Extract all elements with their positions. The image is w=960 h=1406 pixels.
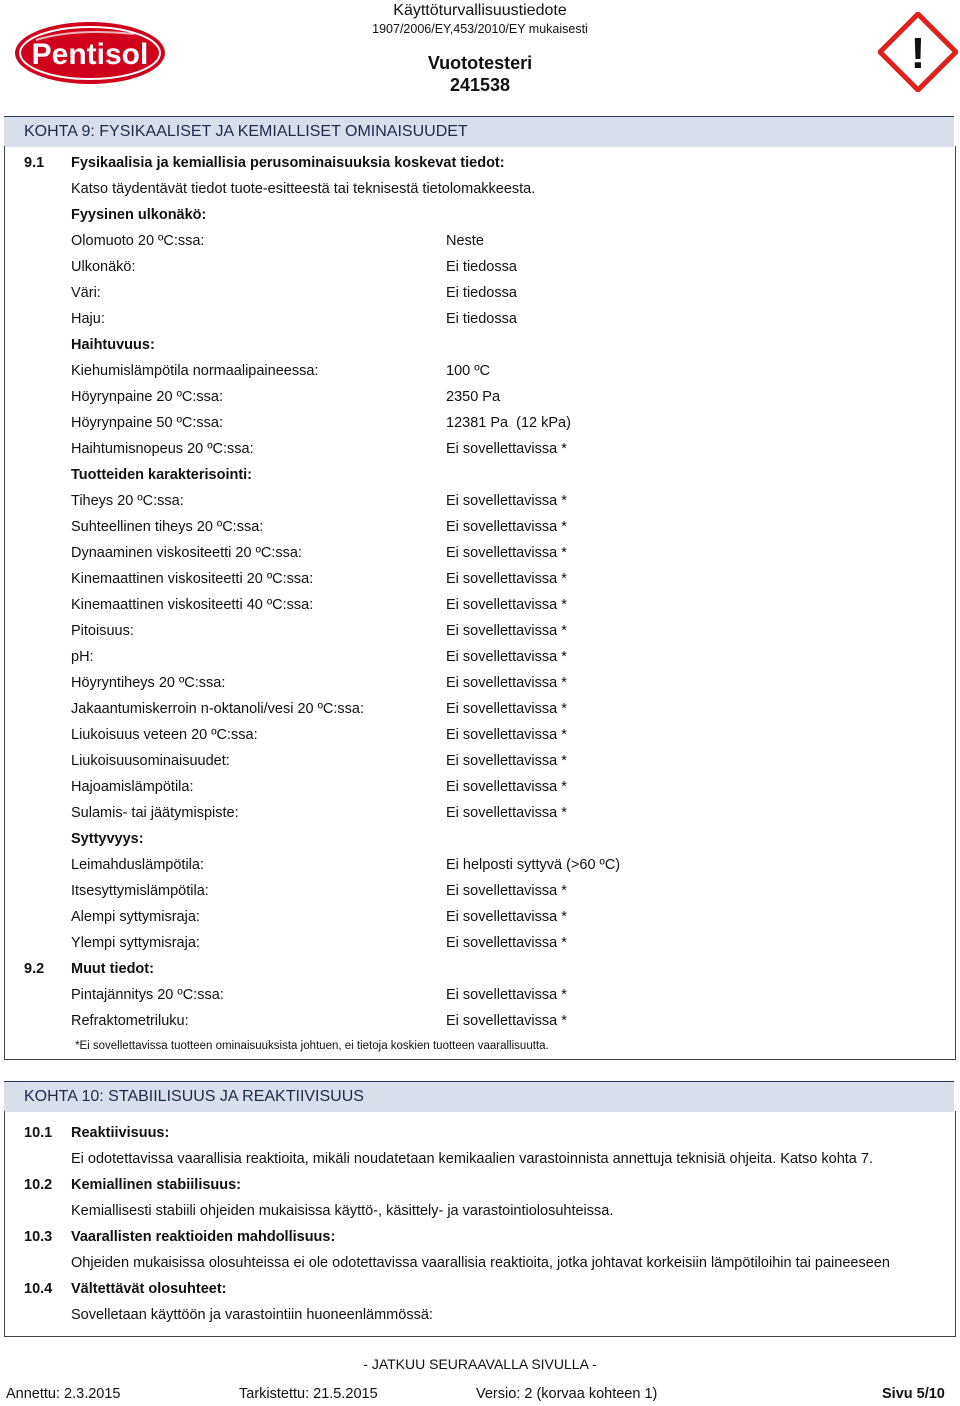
property-value: Ei sovellettavissa * xyxy=(446,441,567,457)
subsection-number: 9.2 xyxy=(24,961,45,977)
property-value: Ei sovellettavissa * xyxy=(446,909,567,925)
property-label: Höyrynpaine 20 ºC:ssa: xyxy=(71,389,223,405)
section-9-title: KOHTA 9: FYSIKAALISET JA KEMIALLISET OMINAISUUDET xyxy=(24,123,468,140)
property-value: Ei sovellettavissa * xyxy=(446,519,567,535)
subsection-number: 10.4 xyxy=(24,1281,53,1297)
property-label: Olomuoto 20 ºC:ssa: xyxy=(71,233,205,249)
subsection-number: 10.2 xyxy=(24,1177,53,1193)
group-heading: Haihtuvuus: xyxy=(71,337,155,353)
property-label: Ulkonäkö: xyxy=(71,259,136,275)
exclamation-warning-icon xyxy=(878,12,958,92)
issued-date: Annettu: 2.3.2015 xyxy=(6,1386,121,1402)
property-label: Leimahduslämpötila: xyxy=(71,857,204,873)
property-value: Ei sovellettavissa * xyxy=(446,727,567,743)
property-label: Haju: xyxy=(71,311,105,327)
subsection-title: Fysikaalisia ja kemiallisia perusominaisuuksia koskevat tiedot: xyxy=(71,155,505,171)
property-label: Haihtumisnopeus 20 ºC:ssa: xyxy=(71,441,254,457)
property-label: Kinemaattinen viskositeetti 40 ºC:ssa: xyxy=(71,597,314,613)
subsection-title: Vaarallisten reaktioiden mahdollisuus: xyxy=(71,1229,336,1245)
property-label: Itsesyttymislämpötila: xyxy=(71,883,209,899)
property-value: Ei sovellettavissa * xyxy=(446,597,567,613)
property-value: Ei sovellettavissa * xyxy=(446,623,567,639)
property-label: Pintajännitys 20 ºC:ssa: xyxy=(71,987,224,1003)
property-value: Ei sovellettavissa * xyxy=(446,571,567,587)
subsection-title: Vältettävät olosuhteet: xyxy=(71,1281,227,1297)
checked-date: Tarkistettu: 21.5.2015 xyxy=(239,1386,378,1402)
property-value: Ei sovellettavissa * xyxy=(446,805,567,821)
property-value: 12381 Pa (12 kPa) xyxy=(446,415,571,431)
property-label: Kiehumislämpötila normaalipaineessa: xyxy=(71,363,319,379)
section-10-header xyxy=(4,1081,954,1112)
regulation-reference: 1907/2006/EY,453/2010/EY mukaisesti xyxy=(372,22,588,36)
property-label: Jakaantumiskerroin n-oktanoli/vesi 20 ºC:ssa: xyxy=(71,701,365,717)
group-heading: Fyysinen ulkonäkö: xyxy=(71,207,207,223)
continued-notice: - JATKUU SEURAAVALLA SIVULLA - xyxy=(363,1356,597,1372)
subsection-title: Kemiallinen stabiilisuus: xyxy=(71,1177,242,1193)
property-label: Refraktometriluku: xyxy=(71,1013,189,1029)
subsection-text: Sovelletaan käyttöön ja varastointiin huoneenlämmössä: xyxy=(71,1307,433,1323)
property-label: Sulamis- tai jäätymispiste: xyxy=(71,805,239,821)
footnote: *Ei sovellettavissa tuotteen ominaisuuksista johtuen, ei tietoja koskien tuotteen vaarallisuutta. xyxy=(75,1040,549,1052)
property-value: Neste xyxy=(446,233,484,249)
subsection-number: 9.1 xyxy=(24,155,45,171)
property-label: pH: xyxy=(71,649,94,665)
property-value: Ei sovellettavissa * xyxy=(446,675,567,691)
subsection-text: Ei odotettavissa vaarallisia reaktioita, mikäli noudatetaan kemikaalien varastoinnista annettuja teknisiä ohjeita. Katso kohta 7. xyxy=(71,1151,873,1167)
property-value: Ei sovellettavissa * xyxy=(446,987,567,1003)
property-value: 2350 Pa xyxy=(446,389,501,405)
version-info: Versio: 2 (korvaa kohteen 1) xyxy=(476,1386,658,1402)
property-label: Höyryntiheys 20 ºC:ssa: xyxy=(71,675,226,691)
section-10-box xyxy=(4,1111,956,1337)
svg-text:Pentisol: Pentisol xyxy=(31,38,149,71)
property-label: Kinemaattinen viskositeetti 20 ºC:ssa: xyxy=(71,571,314,587)
intro-text: Katso täydentävät tiedot tuote-esitteestä tai teknisestä tietolomakkeesta. xyxy=(71,181,536,197)
pentisol-logo xyxy=(14,20,166,86)
product-name: Vuototesteri xyxy=(427,53,533,73)
svg-text:!: ! xyxy=(910,29,926,78)
property-label: Suhteellinen tiheys 20 ºC:ssa: xyxy=(71,519,264,535)
property-value: Ei sovellettavissa * xyxy=(446,779,567,795)
group-heading: Syttyvyys: xyxy=(71,831,144,847)
property-value: Ei sovellettavissa * xyxy=(446,1013,567,1029)
property-label: Ylempi syttymisraja: xyxy=(71,935,200,951)
property-label: Väri: xyxy=(71,285,101,301)
property-label: Tiheys 20 ºC:ssa: xyxy=(71,493,184,509)
property-value: Ei sovellettavissa * xyxy=(446,701,567,717)
property-value: Ei tiedossa xyxy=(446,285,517,301)
property-value: Ei sovellettavissa * xyxy=(446,935,567,951)
subsection-number: 10.3 xyxy=(24,1229,53,1245)
section-9-header xyxy=(4,116,954,147)
property-value: Ei tiedossa xyxy=(446,259,517,275)
property-value: Ei sovellettavissa * xyxy=(446,883,567,899)
subsection-number: 10.1 xyxy=(24,1125,53,1141)
property-value: Ei sovellettavissa * xyxy=(446,545,567,561)
subsection-text: Ohjeiden mukaisissa olosuhteissa ei ole odotettavissa vaarallisia reaktioita, jotka johtavat korkeisiin lämpötiloihin tai paineeseen xyxy=(71,1255,890,1271)
property-label: Alempi syttymisraja: xyxy=(71,909,200,925)
property-value: 100 ºC xyxy=(446,363,490,379)
property-value: Ei helposti syttyvä (>60 ºC) xyxy=(446,857,621,873)
property-label: Hajoamislämpötila: xyxy=(71,779,194,795)
subsection-title: Reaktiivisuus: xyxy=(71,1125,170,1141)
property-value: Ei tiedossa xyxy=(446,311,517,327)
property-label: Dynaaminen viskositeetti 20 ºC:ssa: xyxy=(71,545,302,561)
property-label: Höyrynpaine 50 ºC:ssa: xyxy=(71,415,223,431)
product-number: 241538 xyxy=(449,75,511,95)
group-heading: Tuotteiden karakterisointi: xyxy=(71,467,253,483)
document-title: Käyttöturvallisuustiedote xyxy=(393,2,567,19)
subsection-text: Kemiallisesti stabiili ohjeiden mukaisissa käyttö-, käsittely- ja varastointiolosuhteissa. xyxy=(71,1203,614,1219)
property-label: Liukoisuusominaisuudet: xyxy=(71,753,230,769)
property-label: Liukoisuus veteen 20 ºC:ssa: xyxy=(71,727,258,743)
property-value: Ei sovellettavissa * xyxy=(446,493,567,509)
section-10-title: KOHTA 10: STABIILISUUS JA REAKTIIVISUUS xyxy=(24,1088,364,1105)
property-value: Ei sovellettavissa * xyxy=(446,753,567,769)
subsection-title: Muut tiedot: xyxy=(71,961,154,977)
page-number: Sivu 5/10 xyxy=(882,1386,945,1402)
property-value: Ei sovellettavissa * xyxy=(446,649,567,665)
property-label: Pitoisuus: xyxy=(71,623,134,639)
